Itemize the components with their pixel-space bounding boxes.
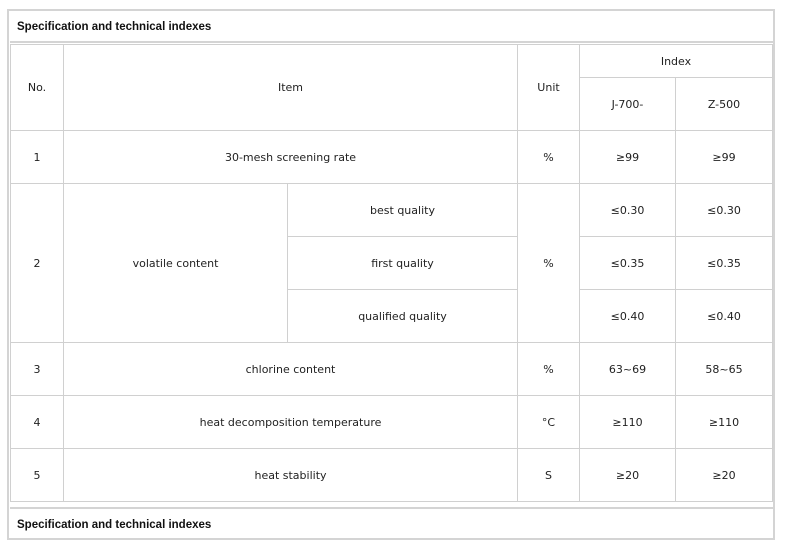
table-row xyxy=(11,343,773,396)
cell-item: heat stability xyxy=(64,449,518,502)
table-row xyxy=(11,449,773,502)
cell-unit: °C xyxy=(518,396,580,449)
cell-unit: % xyxy=(518,131,580,184)
cell-grade: qualified quality xyxy=(288,290,518,343)
cell-no: 1 xyxy=(11,131,64,184)
cell-j700: ≥99 xyxy=(580,131,676,184)
header-unit: Unit xyxy=(518,45,580,131)
cell-j700: ≤0.40 xyxy=(580,290,676,343)
cell-z500: ≥20 xyxy=(676,449,773,502)
cell-no: 5 xyxy=(11,449,64,502)
table-row xyxy=(11,131,773,184)
header-grade-j700: J-700- xyxy=(580,78,676,131)
cell-grade: best quality xyxy=(288,184,518,237)
spec-table-frame xyxy=(7,9,775,540)
cell-unit: % xyxy=(518,343,580,396)
cell-unit: S xyxy=(518,449,580,502)
cell-z500: ≥110 xyxy=(676,396,773,449)
header-no: No. xyxy=(11,45,64,131)
header-row xyxy=(11,45,773,78)
cell-unit: % xyxy=(518,184,580,343)
table-caption: Specification and technical indexes xyxy=(10,11,774,43)
cell-j700: ≤0.35 xyxy=(580,237,676,290)
header-item: Item xyxy=(64,45,518,131)
cell-z500: ≤0.30 xyxy=(676,184,773,237)
cell-z500: 58~65 xyxy=(676,343,773,396)
cell-j700: 63~69 xyxy=(580,343,676,396)
cell-item: 30-mesh screening rate xyxy=(64,131,518,184)
spec-table xyxy=(10,44,773,502)
cell-grade: first quality xyxy=(288,237,518,290)
header-grade-z500: Z-500 xyxy=(676,78,773,131)
cell-j700: ≤0.30 xyxy=(580,184,676,237)
cell-no: 2 xyxy=(11,184,64,343)
cell-z500: ≤0.40 xyxy=(676,290,773,343)
header-index: Index xyxy=(580,45,773,78)
table-row xyxy=(11,396,773,449)
cell-z500: ≤0.35 xyxy=(676,237,773,290)
cell-j700: ≥20 xyxy=(580,449,676,502)
cell-no: 4 xyxy=(11,396,64,449)
cell-item: heat decomposition temperature xyxy=(64,396,518,449)
cell-item: chlorine content xyxy=(64,343,518,396)
cell-j700: ≥110 xyxy=(580,396,676,449)
cell-no: 3 xyxy=(11,343,64,396)
table-footer-caption: Specification and technical indexes xyxy=(10,507,774,539)
cell-z500: ≥99 xyxy=(676,131,773,184)
cell-item: volatile content xyxy=(64,184,288,343)
table-row xyxy=(11,184,773,237)
